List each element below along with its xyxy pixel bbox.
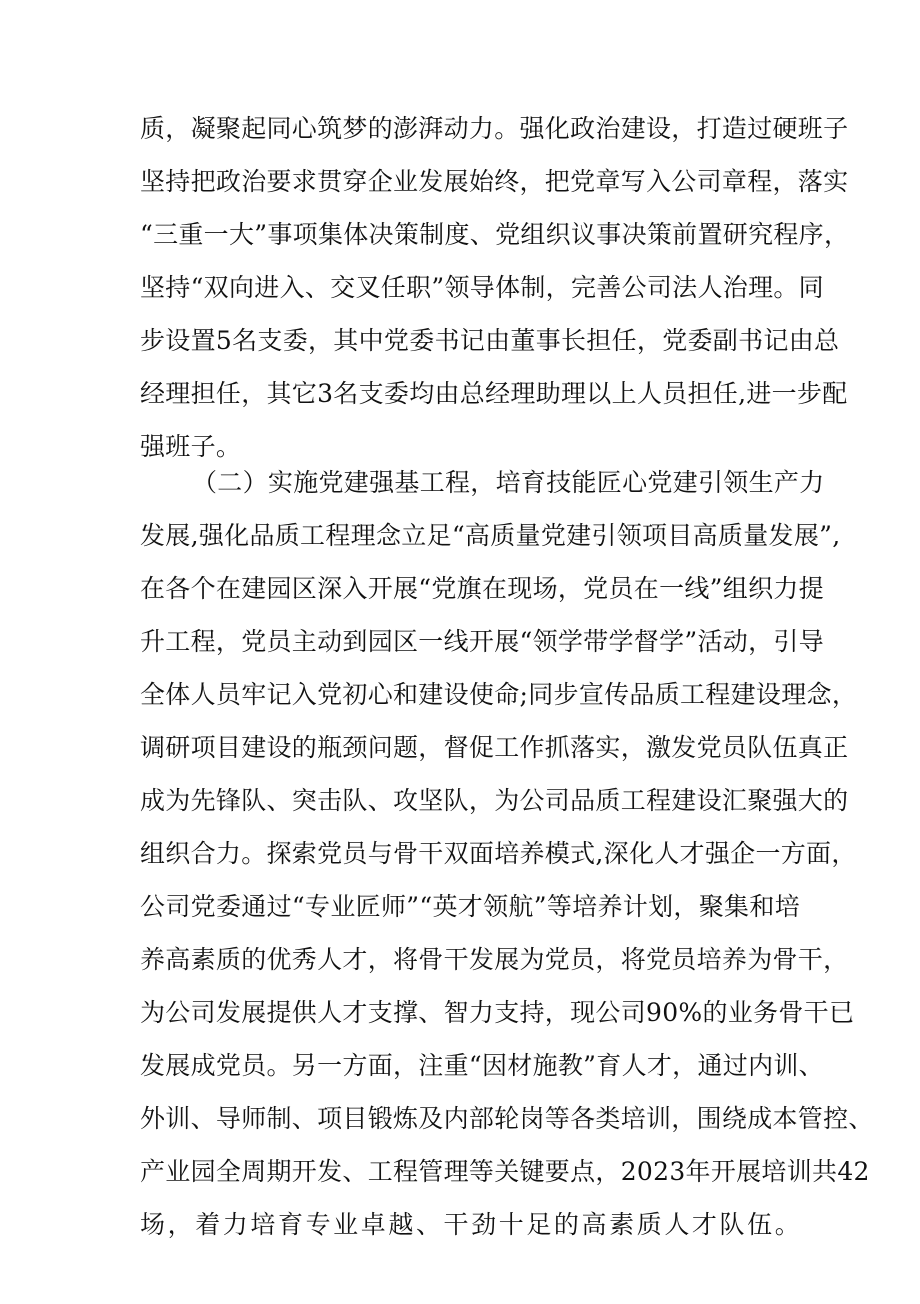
text-line: 坚持“双向进入、交叉任职”领导体制，完善公司法人治理。同 (140, 273, 824, 302)
text-line: 强班子。 (140, 432, 242, 461)
text-line: 成为先锋队、突击队、攻坚队，为公司品质工程建设汇聚强大的 (140, 786, 849, 815)
text-line: 产业园全周期开发、工程管理等关键要点，2023年开展培训共42 (140, 1157, 870, 1186)
text-line: 发展,强化品质工程理念立足“高质量党建引领项目高质量发展”, (140, 521, 841, 550)
text-line: 坚持把政治要求贯穿企业发展始终，把党章写入公司章程，落实 (140, 167, 849, 196)
section-heading-line: （二）实施党建强基工程，培育技能匠心党建引领生产力 (192, 468, 825, 497)
text-line: 调研项目建设的瓶颈问题，督促工作抓落实，激发党员队伍真正 (140, 733, 849, 762)
text-line (140, 1251, 800, 1304)
text-line: 养高素质的优秀人才，将骨干发展为党员，将党员培养为骨干， (140, 945, 849, 974)
text-line: 发展成党员。另一方面，注重“因材施教”育人才，通过内训、 (140, 1051, 824, 1080)
text-line: 组织合力。探索党员与骨干双面培养模式,深化人才强企一方面， (140, 839, 857, 868)
text-line: 外训、导师制、项目锻炼及内部轮岗等各类培训，围绕成本管控、 (140, 1104, 874, 1133)
text-line: 质，凝聚起同心筑梦的澎湃动力。强化政治建设，打造过硬班子 (140, 114, 849, 143)
text-line: 升工程，党员主动到园区一线开展“领学带学督学”活动，引导 (140, 627, 824, 656)
text-line: 场，着力培育专业卓越、干劲十足的高素质人才队伍。 (140, 1210, 800, 1239)
text-line: 全体人员牢记入党初心和建设使命;同步宣传品质工程建设理念， (140, 680, 858, 709)
paragraph-party-building-project (140, 456, 874, 1304)
text-line: 为公司发展提供人才支撑、智力支持，现公司90%的业务骨干已 (140, 998, 855, 1027)
text-line: “三重一大”事项集体决策制度、党组织议事决策前置研究程序， (140, 220, 850, 249)
text-line: 在各个在建园区深入开展“党旗在现场，党员在一线”组织力提 (140, 574, 824, 603)
text-line: 公司党委通过“专业匠师”“英才领航”等培养计划，聚集和培 (140, 892, 800, 921)
paragraph-political-construction (140, 102, 850, 473)
text-line: 经理担任，其它3名支委均由总经理助理以上人员担任,进一步配 (140, 379, 848, 408)
text-line: 步设置5名支委，其中党委书记由董事长担任，党委副书记由总 (140, 326, 840, 355)
